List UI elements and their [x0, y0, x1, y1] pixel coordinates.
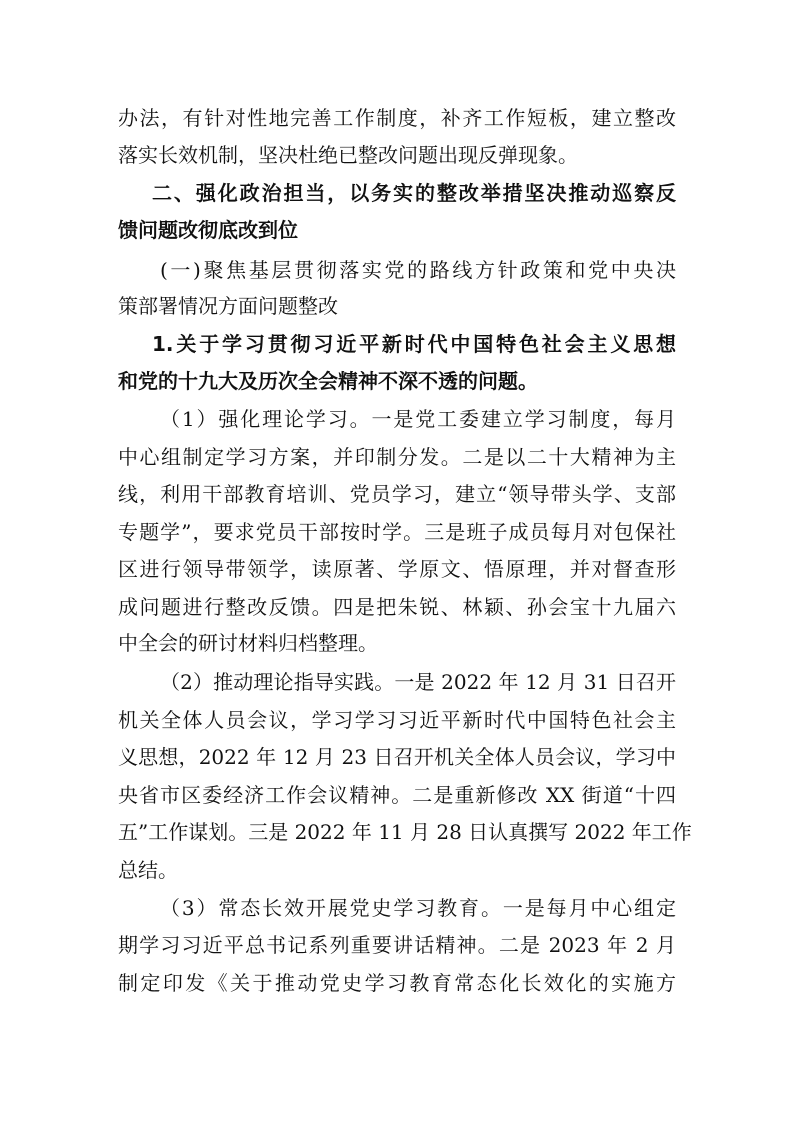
body-text-line: 中全会的研讨材料归档整理。 — [118, 631, 378, 655]
body-text-line: 央省市区委经济工作会议精神。二是重新修改 XX 街道“十四 — [118, 783, 676, 807]
body-text-line: 线，利用干部教育培训、党员学习，建立“领导带头学、支部 — [118, 482, 676, 506]
body-text-line: 成问题进行整改反馈。四是把朱锐、林颖、孙会宝十九届六 — [118, 595, 676, 619]
body-text-line: 落实长效机制，坚决杜绝已整改问题出现反弹现象。 — [118, 143, 578, 167]
body-text-line: 办法，有针对性地完善工作制度，补齐工作短板，建立整改 — [118, 106, 676, 130]
section-heading: 二、强化政治担当，以务实的整改举措坚决推动巡察反 — [152, 181, 676, 205]
section-heading: 馈问题改彻底改到位 — [118, 218, 298, 242]
subsection-heading: (一)聚焦基层贯彻落实党的路线方针政策和党中央决 — [160, 258, 676, 282]
body-text-line: （3）常态长效开展党史学习教育。一是每月中心组定 — [160, 896, 676, 920]
body-text-line: （2）推动理论指导实践。一是 2022 年 12 月 31 日召开 — [160, 670, 676, 694]
body-text-line: 区进行领导带领学，读原著、学原文、悟原理，并对督查形 — [118, 557, 676, 581]
body-text-line: 五”工作谋划。三是 2022 年 11 月 28 日认真撰写 2022 年工作 — [118, 820, 692, 844]
body-text-line: 机关全体人员会议，学习学习习近平新时代中国特色社会主 — [118, 708, 676, 732]
body-text-line: 中心组制定学习方案，并印制分发。二是以二十大精神为主 — [118, 445, 676, 469]
subsection-heading: 策部署情况方面问题整改 — [118, 294, 338, 318]
body-text-line: （1）强化理论学习。一是党工委建立学习制度，每月 — [160, 407, 676, 431]
item-heading: 和党的十九大及历次全会精神不深不透的问题。 — [118, 369, 538, 393]
body-text-line: 义思想，2022 年 12 月 23 日召开机关全体人员会议，学习中 — [118, 745, 676, 769]
item-heading: 1.关于学习贯彻习近平新时代中国特色社会主义思想 — [152, 332, 676, 356]
body-text-line: 总结。 — [118, 858, 178, 882]
body-text-line: 期学习习近平总书记系列重要讲话精神。二是 2023 年 2 月 — [118, 933, 676, 957]
body-text-line: 专题学”，要求党员干部按时学。三是班子成员每月对包保社 — [118, 520, 676, 544]
body-text-line: 制定印发《关于推动党史学习教育常态化长效化的实施方 — [118, 971, 676, 995]
